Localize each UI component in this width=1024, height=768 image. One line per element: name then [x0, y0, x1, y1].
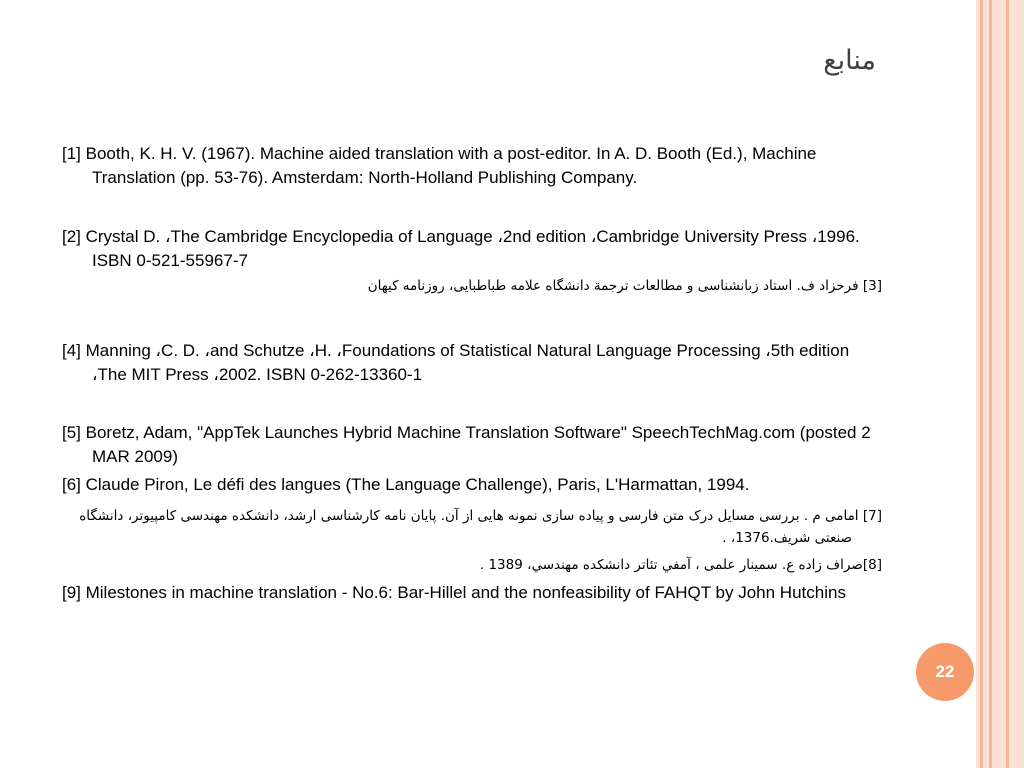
reference-item: [5] Boretz, Adam, "AppTek Launches Hybrid Machine Translation Software" SpeechTechMag.com (posted 2 MAR 2009) — [62, 423, 871, 466]
reference-item: [4] Manning ،C. D. ،and Schutze ،H. ،Foundations of Statistical Natural Language Processing ،5th edition ،The MIT Press ،2002. ISBN 0-262-13360-1 — [62, 341, 850, 384]
reference-item: [7] امامی م . بررسی مسایل درک متن فارسی و پیاده سازی نمونه هایی از آن. پایان نامه کارشناسی ارشد، دانشکده مهندسی کامپیوتر، دانشگاه صنعتی شریف.1376، . — [79, 508, 882, 546]
slide-number: 22 — [935, 662, 955, 681]
slide-number-badge — [916, 643, 974, 701]
reference-item: [3] فرحزاد ف. استاد زبانشناسی و مطالعات ترجمة دانشگاه علامه طباطبایی، روزنامه کیهان — [367, 278, 882, 294]
reference-item: [8]صراف زاده ع. سمینار علمی ، آمفي تئاتر دانشكده مهندسي، 1389 . — [479, 557, 882, 573]
reference-item: [6] Claude Piron, Le défi des langues (The Language Challenge), Paris, L'Harmattan, 1994. — [62, 475, 750, 494]
reference-list — [62, 142, 882, 605]
page-title: منابع — [823, 45, 876, 76]
reference-item: [1] Booth, K. H. V. (1967). Machine aided translation with a post-editor. In A. D. Booth (Ed.), Machine Translation (pp. 53-76). Amsterdam: North-Holland Publishing Company. — [62, 144, 817, 187]
reference-item: [2] Crystal D. ،The Cambridge Encyclopedia of Language ،2nd edition ،Cambridge University Press ،1996. ISBN 0-521-55967-7 — [62, 227, 860, 270]
stripe — [992, 0, 1006, 768]
decorative-stripes — [976, 0, 1024, 768]
stripe — [1009, 0, 1024, 768]
reference-item: [9] Milestones in machine translation - No.6: Bar-Hillel and the nonfeasibility of FAHQT by John Hutchins — [62, 583, 846, 602]
